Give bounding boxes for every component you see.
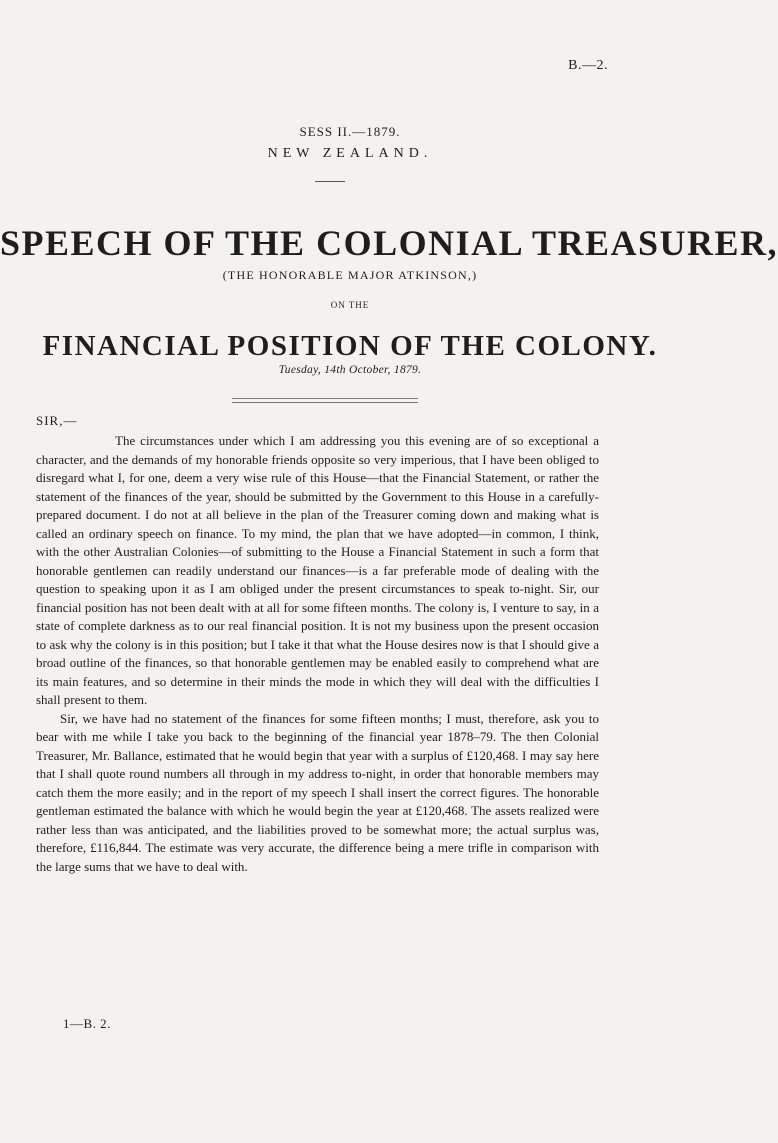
page-reference: B.—2.: [568, 58, 608, 73]
document-title: SPEECH OF THE COLONIAL TREASURER,: [0, 223, 778, 263]
paragraph-2: Sir, we have had no statement of the finances for some fifteen months; I must, therefore, ask you to bear with me while I take you back to the beginning of the financial year 1878–79. The then Colonial Treasurer, Mr. Ballance, estimated that he would begin that year with a surplus of £120,468. I may say here that I shall quote round numbers all through in my address to-night, in order that honorable members may catch them the more easily; and in the report of my speech I shall insert the correct figures. The honorable gentleman estimated the balance with which he would begin the year at £120,468. The assets realized were rather less than was anticipated, and the liabilities proved to be somewhat more; the actual surplus was, therefore, £116,844. The estimate was very accurate, the difference being a mere trifle in comparison with the large sums that we have to deal with.: [36, 710, 599, 874]
header-divider: [315, 181, 345, 182]
document-subtitle: FINANCIAL POSITION OF THE COLONY.: [42, 330, 658, 362]
signature-reference: 1—B. 2.: [63, 1016, 111, 1031]
speech-body: [36, 432, 599, 876]
title-divider: [232, 398, 418, 403]
salutation: SIR,—: [36, 413, 78, 428]
paragraph-1: The circumstances under which I am addressing you this evening are of so exceptional a character, and the demands of my honorable friends opposite so very imperious, that I have been obliged to disregard what I, for one, deem a very wise rule of this House—that the Financial Statement, or rather the statement of the finances of the year, should be submitted by the Government to this House in a carefully-prepared document. I do not at all believe in the plan of the Treasurer coming down and making what is called an ordinary speech on finance. To my mind, the plan that we have adopted—in common, I think, with the other Australian Colonies—of submitting to the House a Financial Statement in such a form that honorable gentlemen can readily understand our finances—is a far preferable mode of dealing with the question to speaking upon it as I am obliged under the present circumstances to speak to-night. Sir, our financial position has not been dealt with at all for some fifteen months. The colony is, I venture to say, in a state of complete darkness as to our real financial position. It is not my business upon the present occasion to ask why the colony is in this position; but I take it that what the House desires now is that I should give a broad outline of the finances, so that honorable gentlemen may be enabled easily to comprehend what are its main features, and so determine in their minds the mode in which they will deal with the difficulties I shall present to them.: [36, 433, 599, 707]
speaker-line: (THE HONORABLE MAJOR ATKINSON,): [222, 268, 478, 282]
speech-date: Tuesday, 14th October, 1879.: [278, 364, 422, 376]
title-connector: ON THE: [330, 300, 370, 310]
country-line: NEW ZEALAND.: [267, 146, 433, 161]
session-line: SESS II.—1879.: [299, 124, 401, 139]
